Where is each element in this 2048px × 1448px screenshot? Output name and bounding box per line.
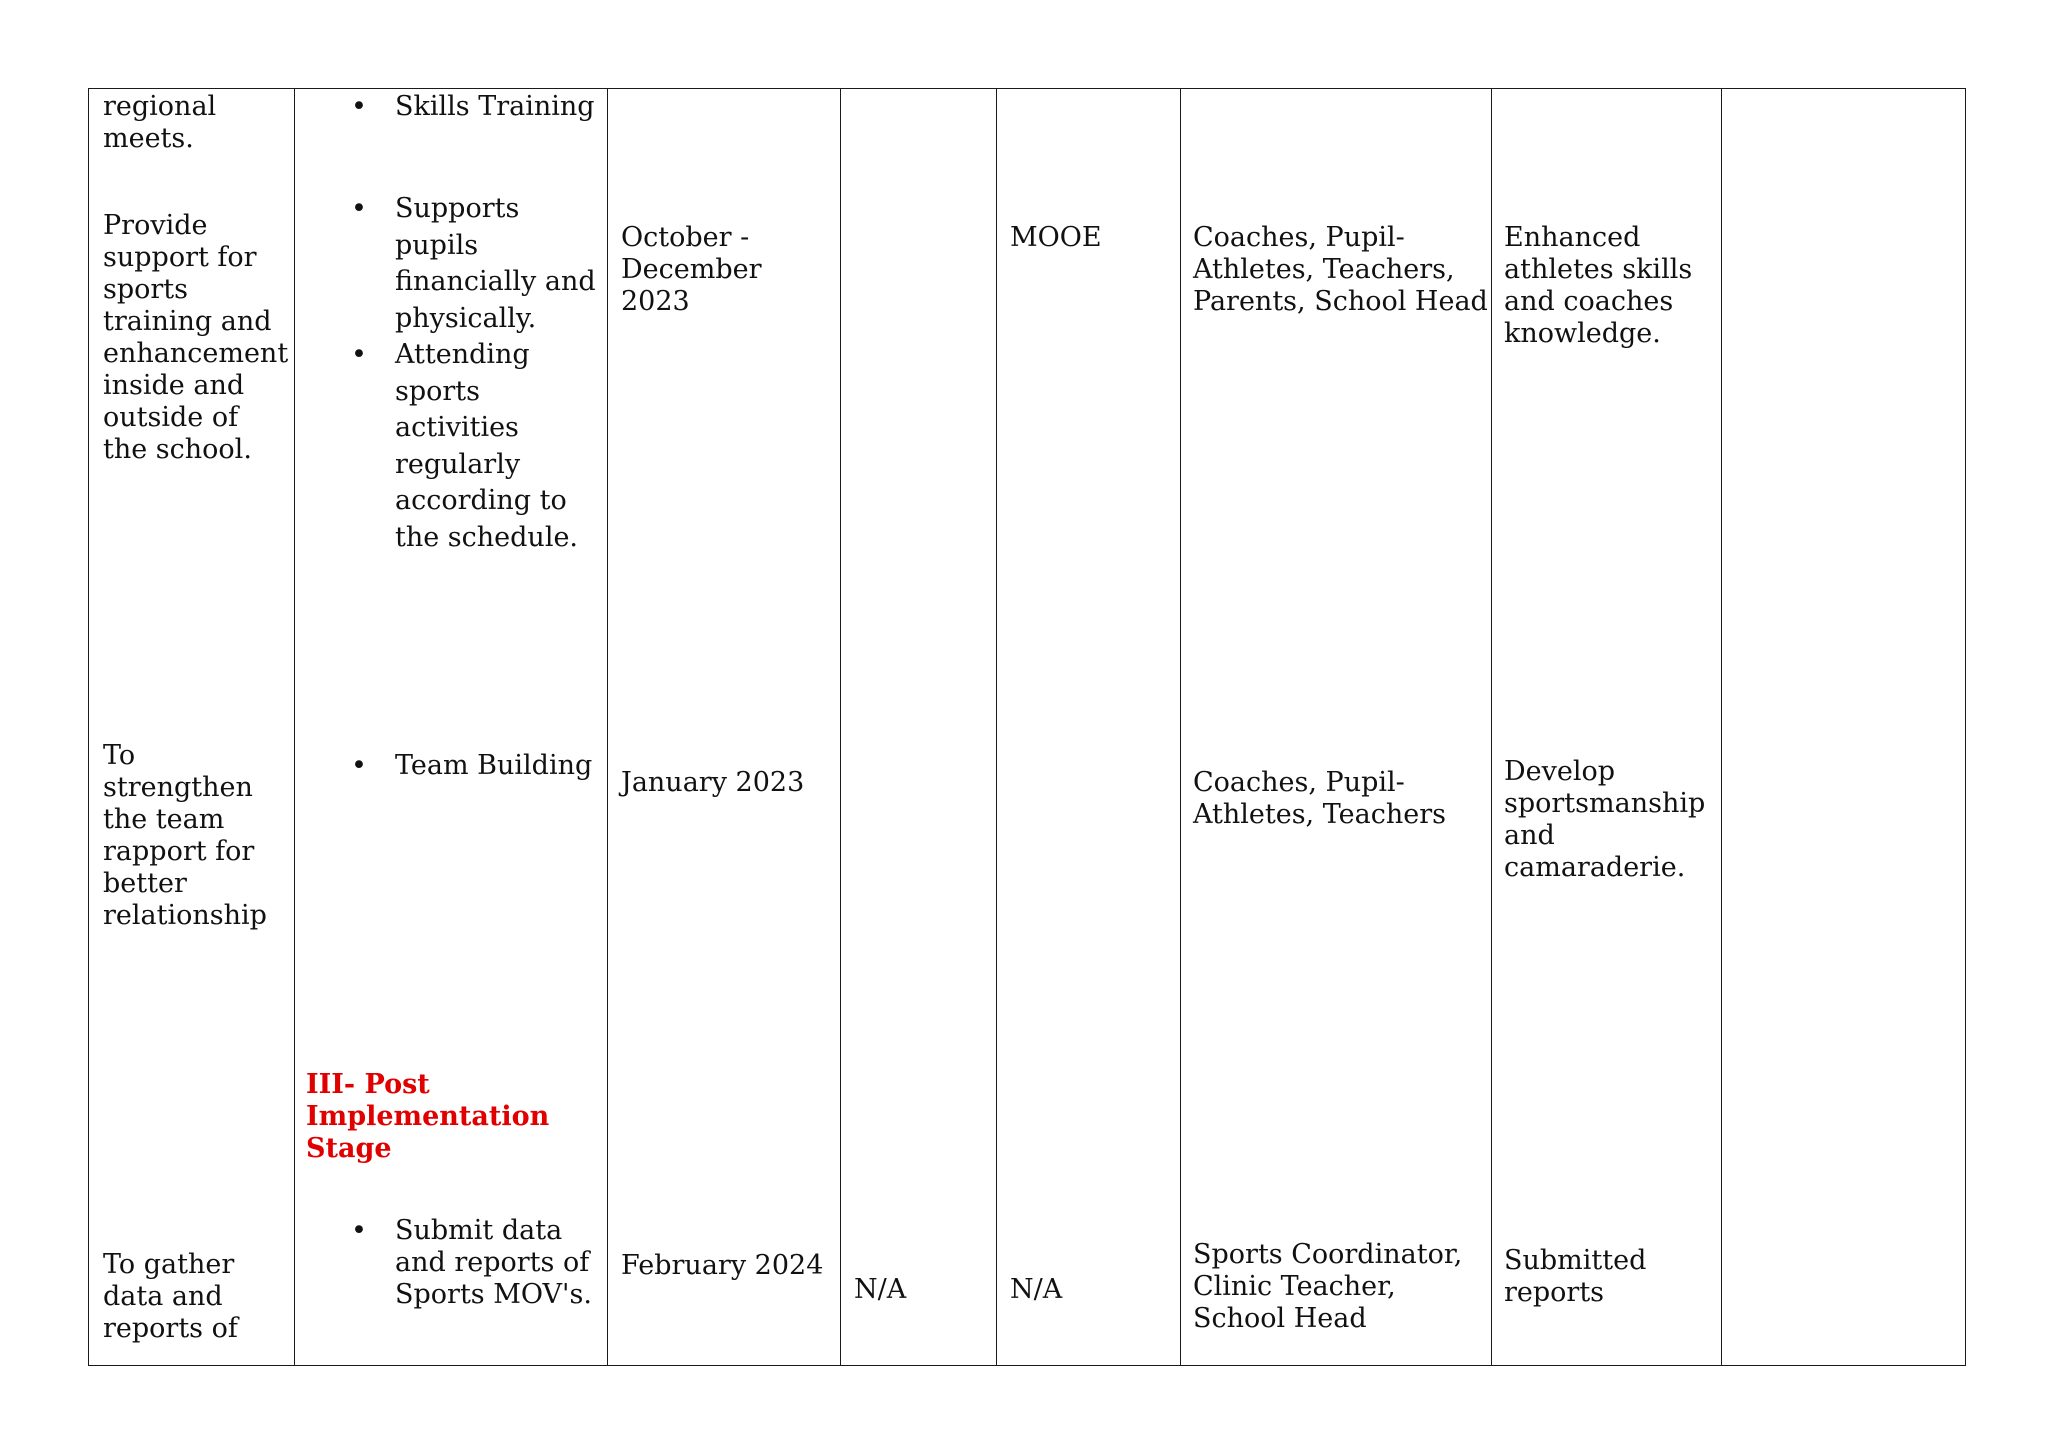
activity-item: • Attending sports activities regularly according to the schedule. (395, 337, 605, 556)
persons-involved: Sports Coordinator, Clinic Teacher, School Head (1193, 1239, 1463, 1334)
persons-involved: Coaches, Pupil-Athletes, Teachers (1193, 767, 1446, 830)
expected-output: Submitted reports (1504, 1245, 1647, 1308)
objective-support: Provide support for sports training and enhancement inside and outside of the school. (103, 210, 289, 465)
timeframe: February 2024 (621, 1250, 824, 1281)
plan-table (88, 88, 1966, 1366)
column-divider (1491, 89, 1492, 1365)
activity-item: • Submit data and reports of Sports MOV's. (395, 1215, 605, 1311)
objective-continued: regional meets. (103, 91, 217, 154)
activity-skills-training (395, 91, 605, 123)
activities-support (395, 191, 605, 556)
column-divider (607, 89, 608, 1365)
activity-item: • Team Building (395, 750, 605, 782)
activity-item: • Skills Training (395, 91, 605, 123)
activity-submit-data (395, 1215, 605, 1311)
budget: N/A (854, 1274, 907, 1305)
stage-heading: III- Post Implementation Stage (306, 1069, 550, 1164)
column-divider (840, 89, 841, 1365)
timeframe: October - December 2023 (621, 222, 762, 317)
budget-source: MOOE (1010, 222, 1102, 253)
activity-item: • Supports pupils financially and physically. (395, 191, 605, 337)
expected-output: Enhanced athletes skills and coaches knowledge. (1504, 222, 1693, 349)
column-divider (1180, 89, 1181, 1365)
objective-team-rapport: To strengthen the team rapport for better relationship (103, 740, 267, 931)
persons-involved: Coaches, Pupil-Athletes, Teachers, Parents, School Head (1193, 222, 1488, 317)
objective-gather-data: To gather data and reports of (103, 1249, 238, 1344)
timeframe: January 2023 (621, 767, 805, 798)
column-divider (996, 89, 997, 1365)
activity-team-building (395, 750, 605, 782)
column-divider (1721, 89, 1722, 1365)
expected-output: Develop sportsmanship and camaraderie. (1504, 756, 1706, 883)
column-divider (294, 89, 295, 1365)
budget-source: N/A (1010, 1274, 1063, 1305)
